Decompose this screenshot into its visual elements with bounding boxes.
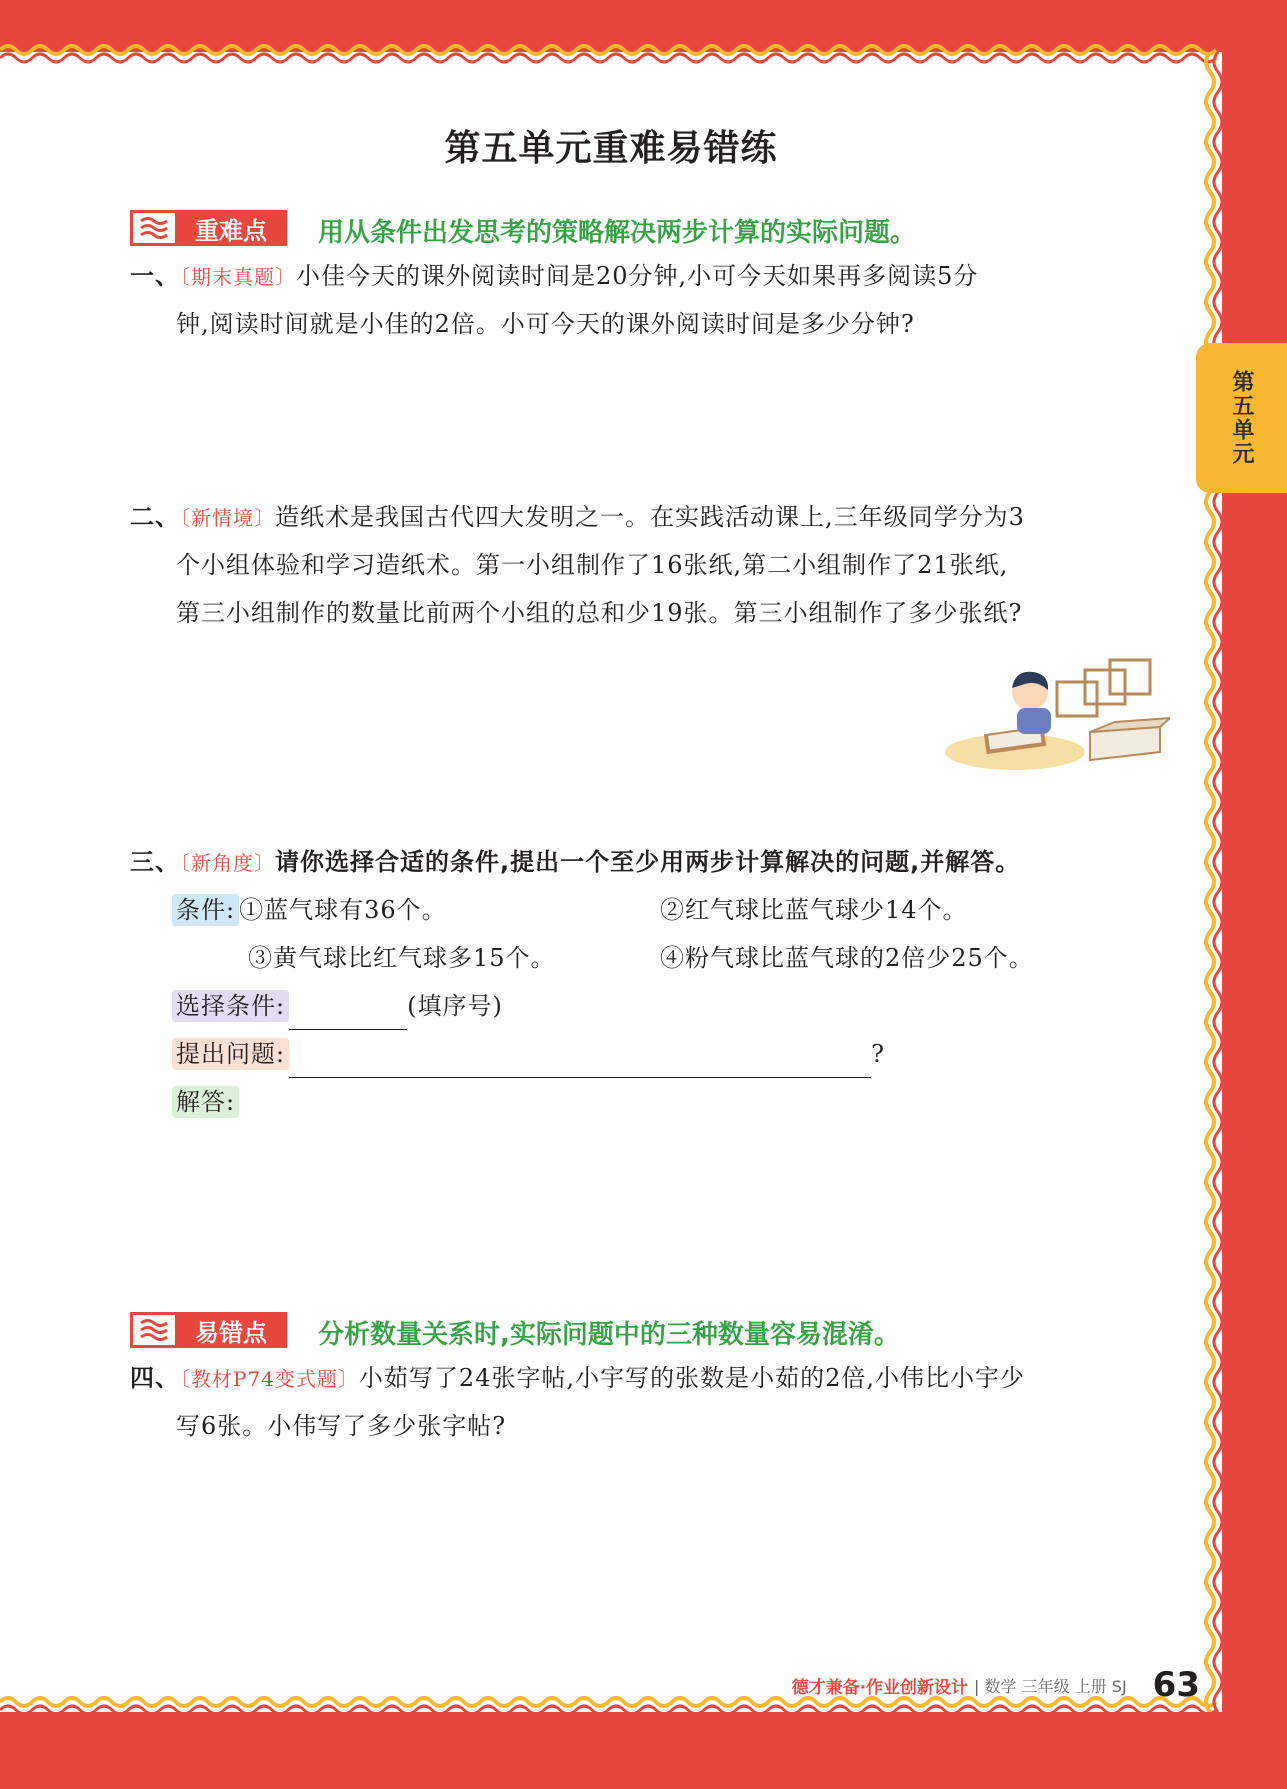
condition-label: 条件: <box>172 894 239 926</box>
question-1-line-2: 钟,阅读时间就是小佳的2倍。小可今天的课外阅读时间是多少分钟? <box>176 310 915 338</box>
question-1-number: 一、 <box>130 262 180 290</box>
unit-side-tab <box>1196 343 1287 493</box>
ask-question-row <box>172 1030 885 1078</box>
question-3-source: 〔新角度〕 <box>180 851 275 875</box>
question-2 <box>130 493 1025 542</box>
question-3-number: 三、 <box>130 848 180 876</box>
choose-condition-row <box>172 982 503 1030</box>
section-tag-hard-label: 重难点 <box>175 210 287 246</box>
page-number: 63 <box>1152 1665 1200 1705</box>
condition-1: ①蓝气球有36个。 <box>239 896 447 924</box>
question-2-number: 二、 <box>130 503 180 531</box>
question-4 <box>130 1354 1025 1403</box>
unit-side-tab-label: 第五单元 <box>1229 370 1254 466</box>
ask-question-end: ? <box>871 1040 885 1068</box>
question-2-line-1: 造纸术是我国古代四大发明之一。在实践活动课上,三年级同学分为3 <box>275 503 1025 531</box>
answer-row <box>172 1078 239 1126</box>
footer-brand: 德才兼备·作业创新设计 <box>791 1677 969 1698</box>
question-4-source: 〔教材P74变式题〕 <box>180 1367 359 1391</box>
question-2-source: 〔新情境〕 <box>180 506 275 530</box>
wave-lines-icon <box>130 1312 175 1348</box>
choose-condition-blank[interactable] <box>289 999 407 1030</box>
section-tag-hard <box>130 210 287 246</box>
question-1-line-1: 小佳今天的课外阅读时间是20分钟,小可今天如果再多阅读5分 <box>296 262 979 290</box>
condition-4: ④粉气球比蓝气球的2倍少25个。 <box>660 944 1034 972</box>
question-3-prompt: 请你选择合适的条件,提出一个至少用两步计算解决的问题,并解答。 <box>275 848 1021 876</box>
ask-question-label: 提出问题: <box>172 1038 289 1070</box>
question-4-number: 四、 <box>130 1364 180 1392</box>
question-2-line-2: 个小组体验和学习造纸术。第一小组制作了16张纸,第二小组制作了21张纸, <box>176 551 1009 579</box>
condition-row-1 <box>172 886 447 934</box>
page-footer <box>700 1665 1200 1705</box>
question-4-line-2: 写6张。小伟写了多少张字帖? <box>176 1412 507 1440</box>
question-4-line-1: 小茹写了24张字帖,小宇写的张数是小茹的2倍,小伟比小宇少 <box>358 1364 1025 1392</box>
answer-label: 解答: <box>172 1086 239 1118</box>
footer-meta: | 数学 三年级 上册 SJ <box>974 1676 1127 1696</box>
section-hard-desc: 用从条件出发思考的策略解决两步计算的实际问题。 <box>318 218 917 248</box>
papermaking-boy-illustration <box>945 652 1170 777</box>
condition-2: ②红气球比蓝气球少14个。 <box>660 896 968 924</box>
question-3 <box>130 838 1020 887</box>
question-1-source: 〔期末真题〕 <box>180 265 296 289</box>
condition-3: ③黄气球比红气球多15个。 <box>248 944 556 972</box>
question-1 <box>130 252 978 301</box>
section-tag-error-label: 易错点 <box>175 1312 287 1348</box>
page-title: 第五单元重难易错练 <box>444 128 778 169</box>
wave-lines-icon <box>130 210 175 246</box>
choose-condition-label: 选择条件: <box>172 990 289 1022</box>
section-tag-error <box>130 1312 287 1348</box>
choose-condition-hint: (填序号) <box>407 992 503 1020</box>
section-error-desc: 分析数量关系时,实际问题中的三种数量容易混淆。 <box>318 1320 900 1350</box>
question-2-line-3: 第三小组制作的数量比前两个小组的总和少19张。第三小组制作了多少张纸? <box>176 599 1023 627</box>
ask-question-blank[interactable] <box>289 1047 871 1078</box>
